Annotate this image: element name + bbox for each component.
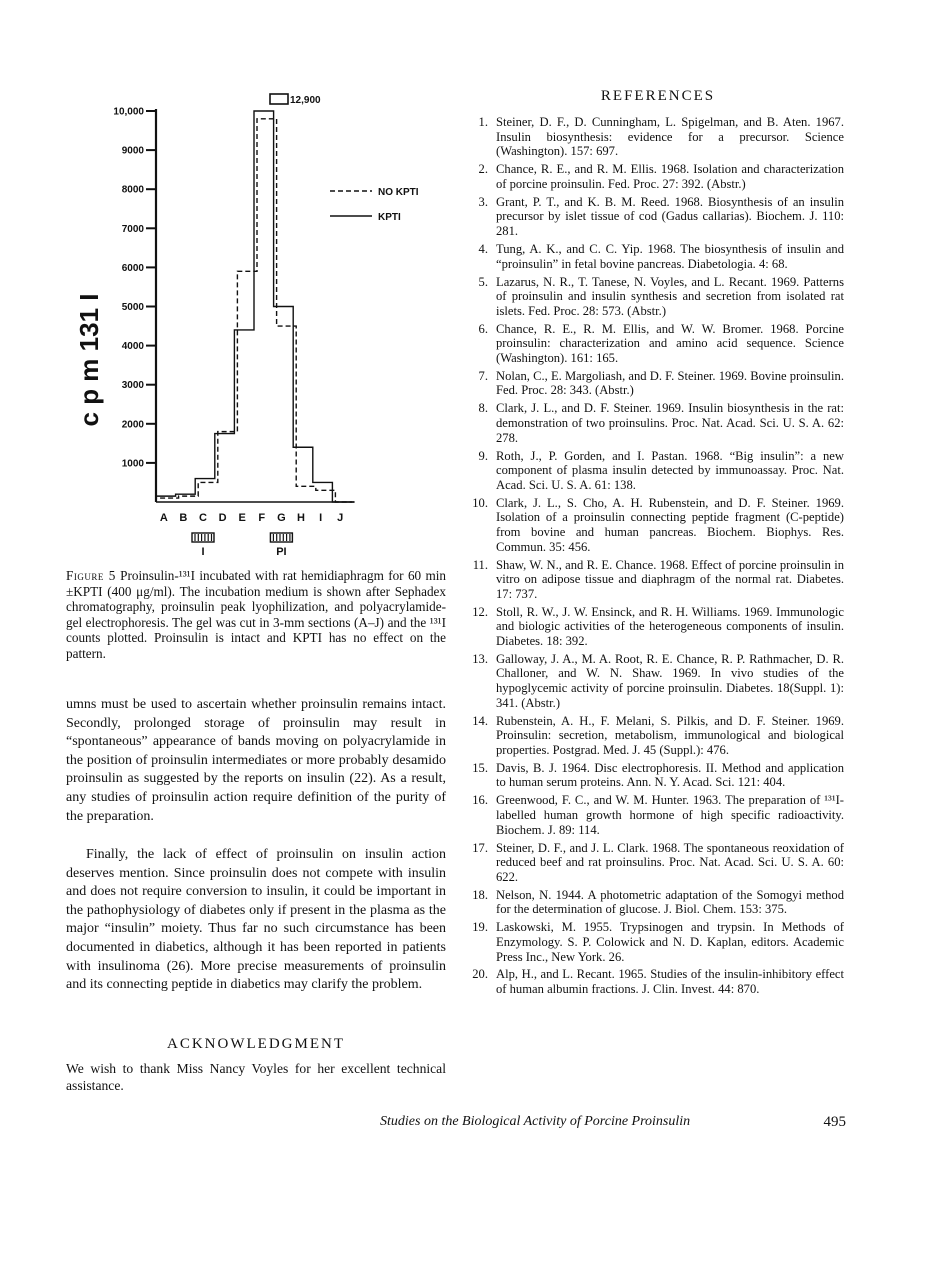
y-tick-label: 2000: [121, 419, 144, 431]
reference-number: 1.: [478, 115, 488, 129]
running-title: Studies on the Biological Activity of Porcine Proinsulin: [380, 1114, 691, 1129]
reference-text: Shaw, W. N., and R. E. Chance. 1968. Effect of porcine proinsulin in vitro on adipose tissue and diaphragm of the normal rat. Diabetes. 17: 737.: [496, 557, 844, 601]
reference-item: [464, 369, 844, 398]
gel-marker-label: PI: [276, 546, 287, 558]
reference-text: Chance, R. E., R. M. Ellis, and W. W. Bromer. 1968. Porcine proinsulin: characterization and amino acid sequence. Science (Washington). 161: 165.: [496, 321, 844, 365]
reference-item: [464, 920, 844, 964]
reference-text: Steiner, D. F., D. Cunningham, L. Spigelman, and B. Aten. 1967. Insulin biosynthesis: evidence for a precursor. Science (Washington). 157: 697.: [496, 115, 844, 159]
reference-text: Galloway, J. A., M. A. Root, R. E. Chance, R. P. Rathmacher, D. R. Challoner, and W. N. Shaw. 1969. In vivo studies of the hypoglycemic activity of porcine proinsulin. Diabetes. 18(Suppl. 1): 341. (Abstr.): [496, 651, 844, 710]
y-tick-label: 8000: [121, 184, 144, 196]
legend-no-kpti-label: NO KPTI: [378, 187, 419, 198]
reference-number: 13.: [472, 651, 488, 666]
gel-markers: [192, 533, 292, 558]
reference-item: [464, 322, 844, 366]
reference-text: Lazarus, N. R., T. Tanese, N. Voyles, and L. Recant. 1969. Patterns of proinsulin and insulin synthesis and secretion from isolated rat islets. Fed. Proc. 28: 573. (Abstr.): [496, 274, 844, 318]
reference-text: Nolan, C., E. Margoliash, and D. F. Steiner. 1969. Bovine proinsulin. Fed. Proc. 28: 343. (Abstr.): [496, 368, 844, 398]
page-footer: [380, 1114, 846, 1131]
reference-item: [464, 967, 844, 996]
x-tick-label: G: [277, 512, 286, 524]
x-tick-label: E: [238, 512, 246, 524]
reference-number: 6.: [478, 321, 488, 336]
y-tick-label: 10,000: [113, 106, 144, 118]
reference-number: 15.: [472, 760, 488, 775]
legend-kpti-label: KPTI: [378, 212, 401, 223]
page-number: 495: [823, 1114, 846, 1130]
x-tick-label: A: [159, 512, 168, 524]
reference-text: Clark, J. L., S. Cho, A. H. Rubenstein, and D. F. Steiner. 1969. Isolation of a proinsulin connecting peptide fragment (C-peptide) from bovine and human pancreas. Biochem. Biophys. Res. Commun. 35: 456.: [496, 495, 844, 554]
y-tick-label: 4000: [121, 341, 144, 353]
acknowledgment-text: We wish to thank Miss Nancy Voyles for her excellent technical assistance.: [66, 1061, 446, 1093]
reference-number: 18.: [472, 887, 488, 902]
y-tick-label: 5000: [121, 302, 144, 313]
references-heading: REFERENCES: [600, 88, 716, 104]
series-no-kpti: [156, 119, 355, 502]
reference-item: [464, 793, 844, 837]
overflow-box: [270, 94, 288, 104]
x-axis: [156, 502, 354, 524]
y-axis: [113, 107, 156, 503]
acknowledgment-heading: ACKNOWLEDGMENT: [167, 1036, 345, 1052]
y-tick-label: 3000: [121, 380, 144, 392]
reference-text: Tung, A. K., and C. C. Yip. 1968. The biosynthesis of insulin and “proinsulin” in fetal bovine pancreas. Diabetologia. 4: 68.: [496, 241, 844, 271]
reference-item: [464, 841, 844, 885]
reference-item: [464, 449, 844, 493]
reference-number: 9.: [478, 448, 488, 463]
overflow-marker: [270, 94, 321, 106]
reference-text: Alp, H., and L. Recant. 1965. Studies of the insulin-inhibitory effect of human albumin fractions. J. Clin. Invest. 44: 870.: [496, 967, 844, 997]
figure-5-chart: [60, 80, 460, 570]
reference-number: 19.: [472, 920, 488, 935]
reference-text: Roth, J., P. Gorden, and I. Pastan. 1968. “Big insulin”: a new component of plasma insulin detected by immunoassay. Proc. Nat. Acad. Sci. U. S. A. 61: 138.: [496, 448, 844, 492]
reference-number: 12.: [472, 604, 488, 619]
reference-number: 11.: [472, 557, 488, 572]
reference-text: Grant, P. T., and K. B. M. Reed. 1968. Biosynthesis of an insulin precursor by islet tissue of cod (Gadus callarias). Biochem. J. 110: 281.: [496, 194, 844, 238]
reference-number: 14.: [472, 713, 488, 728]
reference-number: 8.: [478, 401, 488, 416]
x-tick-label: H: [297, 512, 305, 524]
x-tick-label: J: [337, 512, 344, 524]
reference-item: [464, 115, 844, 159]
reference-number: 3.: [478, 194, 488, 209]
reference-text: Nelson, N. 1944. A photometric adaptation of the Somogyi method for the determination of glucose. J. Biol. Chem. 153: 375.: [496, 887, 844, 917]
reference-text: Steiner, D. F., and J. L. Clark. 1968. The spontaneous reoxidation of reduced beef and rat proinsulins. Proc. Nat. Acad. Sci. U. S. A. 60: 622.: [496, 840, 844, 884]
gel-marker-label: I: [201, 546, 205, 558]
reference-number: 10.: [472, 495, 488, 510]
references-list: [464, 115, 844, 1000]
x-tick-label: B: [179, 512, 188, 524]
reference-number: 4.: [478, 241, 488, 256]
body-paragraph-1: umns must be used to ascertain whether proinsulin remains intact. Secondly, prolonged storage of proinsulin may result in “spontaneous” appearance of bands moving on polyacrylamide in the position of proinsulin intermediates or more probably desamido proinsulin as suggested by the reports on insulin (22). As a result, any studies of proinsulin action require definition of the purity of the preparation.: [66, 697, 446, 824]
reference-text: Rubenstein, A. H., F. Melani, S. Pilkis, and D. F. Steiner. 1969. Proinsulin: secretion, metabolism, immunological and biological properties. Postgrad. Med. J. 45 (Suppl.): 476.: [496, 713, 844, 757]
reference-item: [464, 558, 844, 602]
reference-item: [464, 275, 844, 319]
figure-label: Figure 5: [66, 568, 116, 583]
body-paragraph-2: Finally, the lack of effect of proinsulin on insulin action deserves mention. Since proinsulin does not compete with insulin and does not require conversion to insulin, it could be important in the pathophysiology of diabetes only if present in the plasma as the major “insulin” moiety. Thus far no such circumstance has been documented in diabetics, although it has been reported in patients with insulinoma (26). More precise measurements of proinsulin and its connecting peptide in diabetics may clarify the problem.: [66, 847, 446, 993]
reference-number: 2.: [478, 162, 488, 177]
reference-text: Stoll, R. W., J. W. Ensinck, and R. H. Williams. 1969. Immunologic and biologic activities of the heterogeneous components of insulin. Diabetes. 18: 392.: [496, 604, 844, 648]
reference-text: Chance, R. E., and R. M. Ellis. 1968. Isolation and characterization of porcine proinsulin. Fed. Proc. 27: 392. (Abstr.): [496, 162, 844, 191]
legend: [330, 187, 419, 223]
y-tick-label: 7000: [121, 223, 144, 235]
y-tick-label: 6000: [121, 262, 144, 274]
reference-item: [464, 761, 844, 790]
series-kpti: [156, 111, 352, 502]
x-tick-label: C: [199, 512, 207, 524]
reference-item: [464, 401, 844, 445]
gel-marker: [270, 533, 292, 558]
reference-item: [464, 652, 844, 710]
reference-number: 7.: [478, 368, 488, 383]
figure-caption-text: Proinsulin-¹³¹I incubated with rat hemidiaphragm for 60 min ±KPTI (400 μg/ml). The incubation medium is shown after Sephadex chromatography, proinsulin peak lyophilization, and polyacrylamide-gel electrophoresis. The gel was cut in 3-mm sections (A–J) and the ¹³¹I counts plotted. Proinsulin is intact and KPTI has no effect on the pattern.: [66, 568, 446, 661]
overflow-label: 12,900: [290, 95, 321, 106]
histogram-steps: [156, 111, 355, 502]
reference-text: Davis, B. J. 1964. Disc electrophoresis. II. Method and application to human serum proteins. Ann. N. Y. Acad. Sci. 121: 404.: [496, 760, 844, 790]
x-tick-label: I: [319, 512, 323, 524]
reference-item: [464, 888, 844, 917]
x-tick-label: D: [218, 512, 227, 524]
y-tick-label: 1000: [121, 458, 144, 470]
reference-item: [464, 714, 844, 758]
reference-item: [464, 496, 844, 554]
reference-item: [464, 195, 844, 239]
reference-number: 5.: [478, 274, 488, 289]
gel-marker: [192, 533, 214, 558]
y-axis-title: c p m 131 I: [74, 293, 104, 427]
reference-number: 20.: [472, 967, 488, 982]
y-tick-label: 9000: [121, 145, 144, 157]
reference-item: [464, 605, 844, 649]
reference-text: Clark, J. L., and D. F. Steiner. 1969. Insulin biosynthesis in the rat: demonstration of two proinsulins. Proc. Nat. Acad. Sci. U. S. A. 62: 278.: [496, 401, 844, 445]
x-tick-label: F: [258, 512, 266, 524]
figure-caption: [66, 568, 446, 662]
reference-number: 17.: [472, 840, 488, 855]
reference-item: [464, 242, 844, 271]
reference-item: [464, 162, 844, 191]
reference-text: Greenwood, F. C., and W. M. Hunter. 1963. The preparation of ¹³¹I-labelled human growth hormone of high specific radioactivity. Biochem. J. 89: 114.: [496, 793, 844, 837]
reference-number: 16.: [472, 793, 488, 808]
reference-text: Laskowski, M. 1955. Trypsinogen and trypsin. In Methods of Enzymology. S. P. Colowick and N. D. Kaplan, editors. Academic Press Inc., New York. 26.: [496, 920, 844, 964]
